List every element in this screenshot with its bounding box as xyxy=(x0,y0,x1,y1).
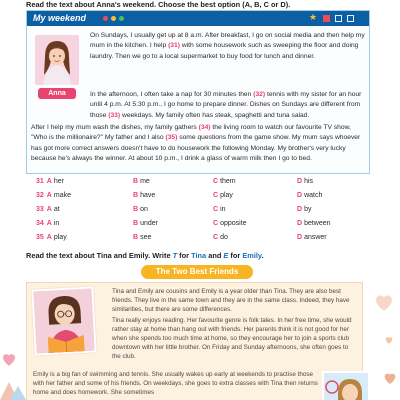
option-b[interactable]: B me xyxy=(133,178,150,185)
option-d[interactable]: D by xyxy=(297,206,312,213)
tina-photo xyxy=(31,286,96,355)
blank-31: (31) xyxy=(168,42,180,50)
instruction-text-2: Read the text about Tina and Emily. Write T for Tina and E for Emily. xyxy=(26,251,264,260)
option-a[interactable]: 32 A make xyxy=(36,192,71,199)
heart-icon xyxy=(384,335,394,345)
question-row xyxy=(36,192,366,204)
option-a[interactable]: 31 A her xyxy=(36,178,64,185)
story-card xyxy=(26,282,363,400)
window-box-icon xyxy=(323,15,330,22)
option-c[interactable]: C opposite xyxy=(213,220,247,227)
option-b[interactable]: B have xyxy=(133,192,156,199)
blank-34: (34) xyxy=(198,124,211,131)
blog-paragraph-2: In the afternoon, I often take a nap for 30 minutes then (32) tennis with my sister for an hour until 4 p.m. At 5.30 p.m., I go home to prepare dinner. Dishes on Sundays are different from those (33) weekdays. My family often has steak, spaghetti and tuna salad. xyxy=(90,91,362,119)
option-d[interactable]: D answer xyxy=(297,234,327,241)
option-c[interactable]: C do xyxy=(213,234,228,241)
option-a[interactable]: 33 A at xyxy=(36,206,60,213)
option-d[interactable]: D his xyxy=(297,178,314,185)
story-paragraph-2: Tina really enjoys reading. Her favourite genre is folk tales. In her free time, she would rather stay at home than hang out with friends. Her parents think it is not good for her when she spends too much time at home, so they encourage her to join a sports club downtown with her little brother. On Friday and Sunday afternoons, she often goes to the club. xyxy=(112,317,352,360)
option-c[interactable]: C them xyxy=(213,178,236,185)
blog-title: My weekend xyxy=(33,13,87,23)
heart-icon xyxy=(372,290,396,314)
question-row xyxy=(36,234,366,246)
option-c[interactable]: C in xyxy=(213,206,226,213)
blank-32: (32) xyxy=(253,91,266,98)
girl-illustration-icon xyxy=(35,35,79,85)
green-dot-icon xyxy=(119,16,124,21)
option-b[interactable]: B on xyxy=(133,206,148,213)
red-dot-icon xyxy=(103,16,108,21)
girl-tennis-illustration-icon xyxy=(324,373,370,400)
blog-paragraph-1: On Sundays, I usually get up at 8 a.m. After breakfast, I go on social media and then help my mum in the kitchen. I help (31) with some housework such as sweeping the floor and doing laundry. Then we go to a local supermarket to buy food for lunch and dinner. xyxy=(90,32,365,60)
question-row xyxy=(36,206,366,218)
blog-paragraph-3: After I help my mum wash the dishes, my family gathers (34) the living room to watch our favourite TV show, "Who is the millionaire?" My father and I also (35) some questions from the game show. My mum says whoever has got more correct answers doesn't have to do housework the following Monday. My brother's very lucky because he's always the winner. At about 10 p.m., I drink a glass of warm milk then I go to bed. xyxy=(31,124,361,163)
blank-33: (33) xyxy=(108,111,121,119)
option-b[interactable]: B under xyxy=(133,220,158,227)
window-box-icon xyxy=(347,15,354,22)
heart-icon xyxy=(0,350,18,368)
emily-photo xyxy=(322,371,370,400)
girl-reading-illustration-icon xyxy=(33,288,96,355)
yellow-dot-icon xyxy=(111,16,116,21)
option-d[interactable]: D watch xyxy=(297,192,323,199)
blog-card xyxy=(26,10,370,174)
option-c[interactable]: C play xyxy=(213,192,233,199)
star-icon: ★ xyxy=(309,12,318,22)
option-a[interactable]: 35 A play xyxy=(36,234,67,241)
option-b[interactable]: B see xyxy=(133,234,152,241)
option-a[interactable]: 34 A in xyxy=(36,220,60,227)
window-box-icon xyxy=(335,15,342,22)
blank-35: (35) xyxy=(165,134,178,142)
instruction-text: Read the text about Anna's weekend. Choose the best option (A, B, C or D). xyxy=(26,0,291,9)
triangle-decoration-icon xyxy=(0,378,26,400)
question-row xyxy=(36,178,366,190)
option-d[interactable]: D between xyxy=(297,220,331,227)
blog-header xyxy=(27,11,369,26)
story-title-banner: The Two Best Friends xyxy=(141,265,253,279)
heart-icon xyxy=(382,370,398,386)
story-paragraph-3: Emily is a big fan of swimming and tennis. She usually wakes up early at weekends to practise those with her father and some of his friends. On weekdays, she goes to extra classes with Tina then returns home and does homework. She sometimes xyxy=(33,371,318,396)
anna-name-label: Anna xyxy=(38,88,76,99)
question-row xyxy=(36,220,366,232)
story-paragraph-1: Tina and Emily are cousins and Emily is a year older than Tina. They are also best friends. They live in the same town and they are in the same class. Indeed, they have similarities, but there are some differences. xyxy=(112,288,350,313)
anna-photo xyxy=(35,35,79,85)
